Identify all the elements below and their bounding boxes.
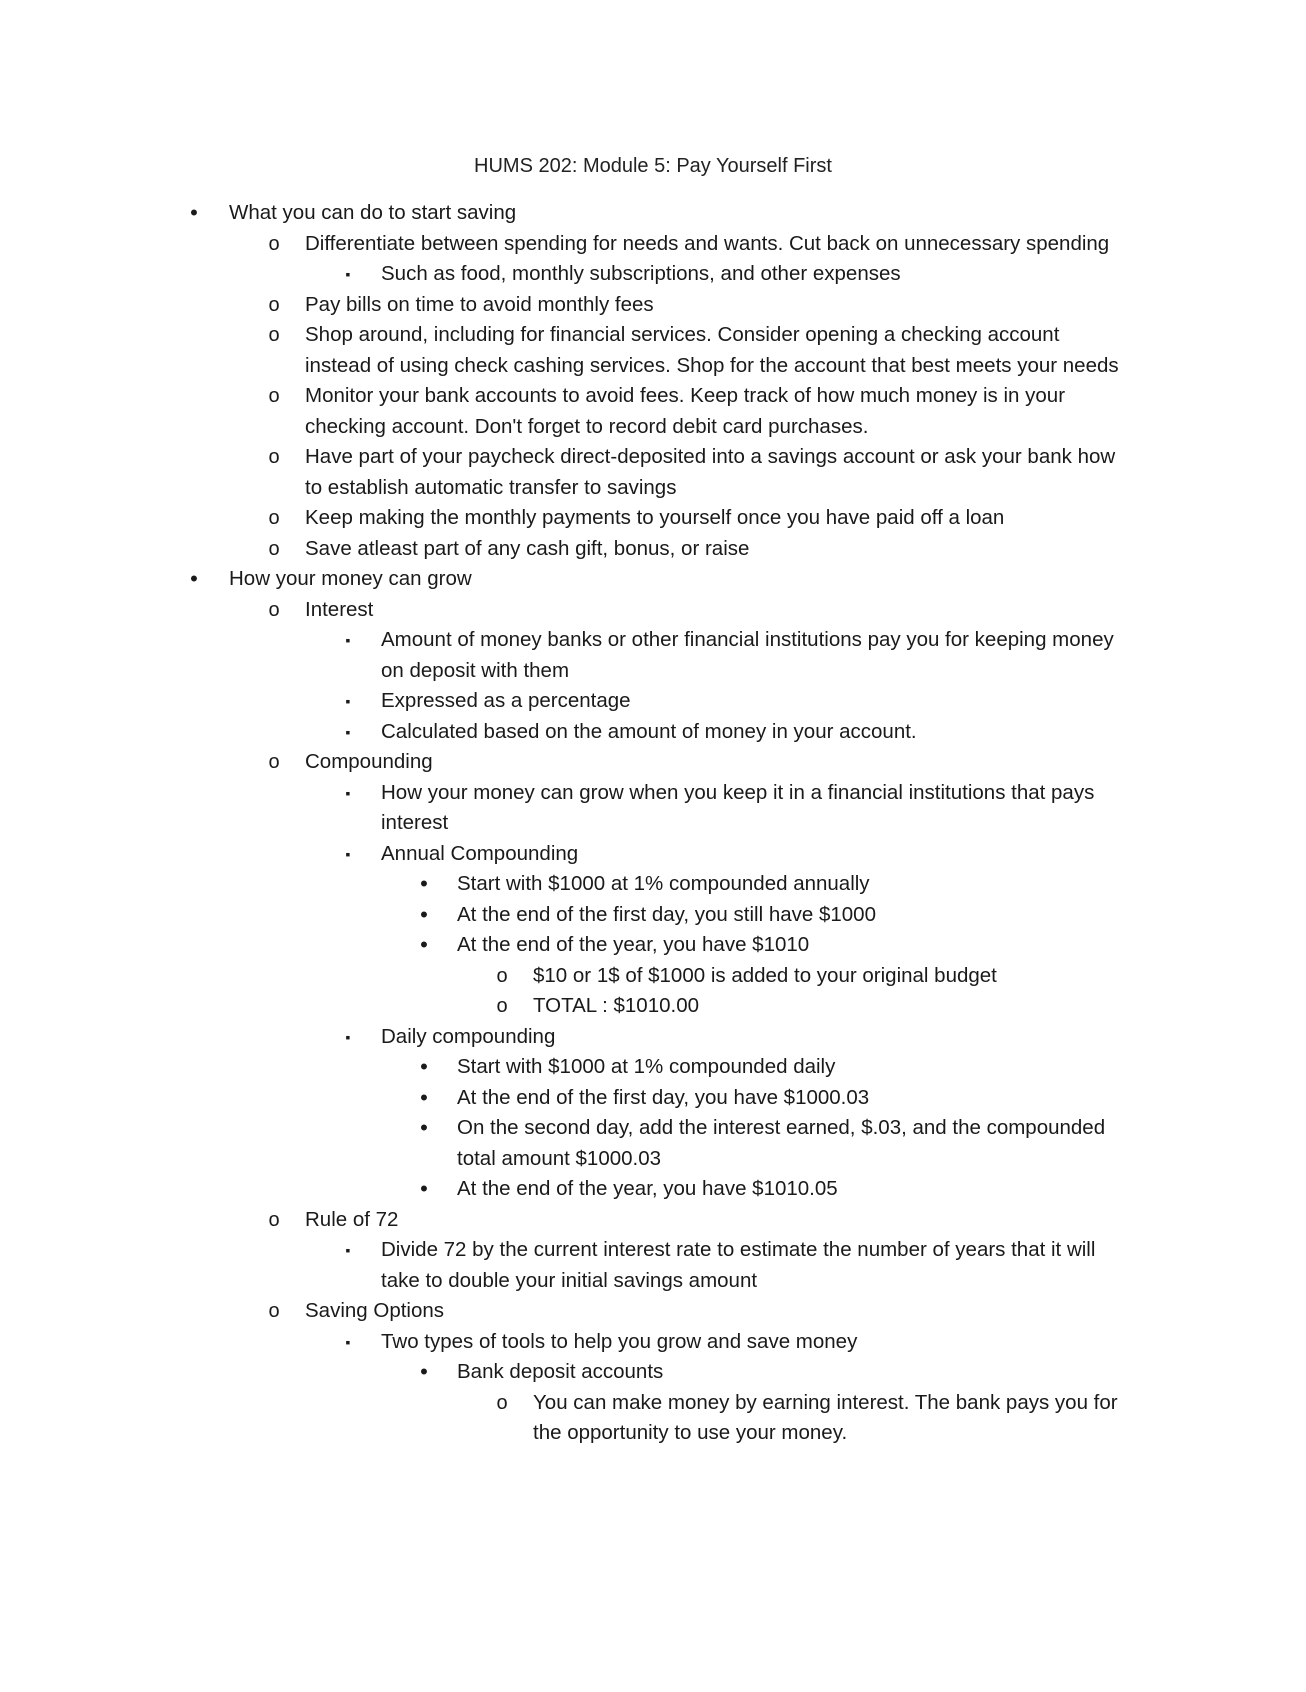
bullet-circle-icon (262, 747, 286, 778)
outline-item-text: You can make money by earning interest. The bank pays you for the opportunity to use your money. (533, 1390, 1118, 1444)
outline-item-text: At the end of the first day, you still have $1000 (457, 902, 876, 926)
bullet-circle-icon (262, 534, 286, 565)
bullet-circle-icon (490, 991, 514, 1022)
bullet-square-icon (340, 717, 356, 748)
outline-item-text: Keep making the monthly payments to yourself once you have paid off a loan (305, 506, 1005, 529)
bullet-square-icon (340, 259, 356, 290)
outline-item-level-3 (0, 625, 1125, 686)
bullet-circle-icon (262, 320, 286, 351)
page-title: HUMS 202: Module 5: Pay Yourself First (474, 155, 832, 177)
outline-item-text: On the second day, add the interest earned, $.03, and the compounded total amount $1000.03 (457, 1116, 1106, 1170)
outline-item-text: Saving Options (305, 1299, 445, 1322)
outline-item-text: Bank deposit accounts (457, 1360, 664, 1383)
outline-item-text: Divide 72 by the current interest rate to estimate the number of years that it will take to double your initial savings amount (381, 1238, 1096, 1292)
outline-item-text: Daily compounding (381, 1024, 556, 1048)
outline-item-level-2 (0, 747, 1125, 778)
outline-item-level-5 (0, 1388, 1125, 1449)
bullet-dot-icon (186, 198, 202, 229)
outline-item-level-5 (0, 991, 1125, 1022)
outline-item-level-4 (0, 1052, 1125, 1083)
bullet-circle-icon (262, 381, 286, 412)
outline-item-level-1 (0, 564, 1119, 595)
outline-item-text: At the end of the first day, you have $1000.03 (457, 1085, 870, 1109)
bullet-circle-icon (262, 503, 286, 534)
outline-item-text: Interest (305, 597, 374, 621)
outline-item-text: Start with $1000 at 1% compounded annually (457, 872, 870, 895)
outline-item-text: Annual Compounding (381, 841, 579, 865)
outline-item-level-4 (0, 900, 1125, 931)
outline-item-level-3 (0, 778, 1125, 839)
bullet-dot-icon (416, 1083, 432, 1114)
outline-item-level-4 (0, 869, 1125, 900)
outline-item-level-2 (0, 534, 1125, 565)
bullet-circle-icon (262, 1205, 286, 1236)
outline-item-level-2 (0, 1296, 1125, 1327)
outline-item-text: Such as food, monthly subscriptions, and other expenses (381, 262, 901, 285)
outline-item-level-3 (0, 686, 1125, 717)
bullet-circle-icon (262, 229, 286, 260)
outline-item-text: At the end of the year, you have $1010 (457, 933, 810, 956)
outline-item-text: Expressed as a percentage (381, 689, 631, 712)
outline-item-level-5 (0, 961, 1125, 992)
outline-list (0, 198, 1306, 1449)
outline-item-text: How your money can grow when you keep it in a financial institutions that pays interest (381, 780, 1095, 834)
outline-item-level-3 (0, 1235, 1125, 1296)
bullet-dot-icon (416, 1113, 432, 1144)
bullet-dot-icon (416, 1357, 432, 1388)
outline-item-text: Start with $1000 at 1% compounded daily (457, 1055, 836, 1078)
outline-item-level-3 (0, 259, 1125, 290)
outline-item-level-3 (0, 839, 1125, 870)
outline-item-level-4 (0, 1174, 1125, 1205)
outline-item-level-2 (0, 290, 1125, 321)
outline-item-level-3 (0, 1022, 1125, 1053)
bullet-dot-icon (416, 1174, 432, 1205)
bullet-square-icon (340, 625, 356, 656)
bullet-square-icon (340, 1235, 356, 1266)
bullet-square-icon (340, 1022, 356, 1053)
outline-item-text: Save atleast part of any cash gift, bonus, or raise (305, 536, 750, 560)
outline-item-level-4 (0, 1113, 1125, 1174)
outline-item-text: Pay bills on time to avoid monthly fees (305, 292, 654, 316)
outline-item-level-4 (0, 1083, 1125, 1114)
bullet-square-icon (340, 778, 356, 809)
bullet-dot-icon (416, 869, 432, 900)
bullet-circle-icon (262, 1296, 286, 1327)
outline-item-text: Rule of 72 (305, 1207, 399, 1231)
bullet-circle-icon (262, 290, 286, 321)
outline-item-level-2 (0, 595, 1125, 626)
bullet-dot-icon (416, 930, 432, 961)
outline-item-text: How your money can grow (229, 567, 472, 590)
bullet-square-icon (340, 686, 356, 717)
outline-item-text: Two types of tools to help you grow and save money (381, 1329, 858, 1353)
bullet-circle-icon (490, 1388, 514, 1419)
outline-item-text: Have part of your paycheck direct-deposited into a savings account or ask your bank how to establish automatic transfer to savings (305, 445, 1116, 499)
bullet-square-icon (340, 1327, 356, 1358)
outline-item-text: Shop around, including for financial services. Consider opening a checking account instead of using check cashing services. Shop for the account that best meets your needs (305, 323, 1119, 377)
outline-item-level-3 (0, 1327, 1125, 1358)
outline-item-text: Compounding (305, 750, 433, 773)
outline-item-level-4 (0, 930, 1125, 961)
bullet-square-icon (340, 839, 356, 870)
outline-item-level-2 (0, 229, 1125, 260)
outline-item-text: Amount of money banks or other financial institutions pay you for keeping money on deposit with them (381, 628, 1114, 682)
outline-item-text: Calculated based on the amount of money in your account. (381, 719, 917, 743)
bullet-dot-icon (416, 1052, 432, 1083)
outline-item-text: Monitor your bank accounts to avoid fees. Keep track of how much money is in your checking account. Don't forget to record debit card purchases. (305, 384, 1066, 438)
outline-item-level-2 (0, 381, 1125, 442)
bullet-circle-icon (262, 595, 286, 626)
outline-item-level-4 (0, 1357, 1125, 1388)
outline-item-text: TOTAL : $1010.00 (533, 994, 700, 1017)
outline-item-text: $10 or 1$ of $1000 is added to your original budget (533, 963, 997, 987)
outline-item-text: Differentiate between spending for needs and wants. Cut back on unnecessary spending (305, 231, 1110, 255)
outline-item-level-2 (0, 1205, 1125, 1236)
outline-item-level-2 (0, 320, 1125, 381)
bullet-circle-icon (262, 442, 286, 473)
outline-item-text: What you can do to start saving (229, 201, 517, 224)
outline-item-level-3 (0, 717, 1125, 748)
outline-item-level-2 (0, 503, 1125, 534)
bullet-dot-icon (416, 900, 432, 931)
outline-item-level-2 (0, 442, 1125, 503)
bullet-dot-icon (186, 564, 202, 595)
outline-item-level-1 (0, 198, 1119, 229)
outline-item-text: At the end of the year, you have $1010.05 (457, 1177, 838, 1200)
bullet-circle-icon (490, 961, 514, 992)
